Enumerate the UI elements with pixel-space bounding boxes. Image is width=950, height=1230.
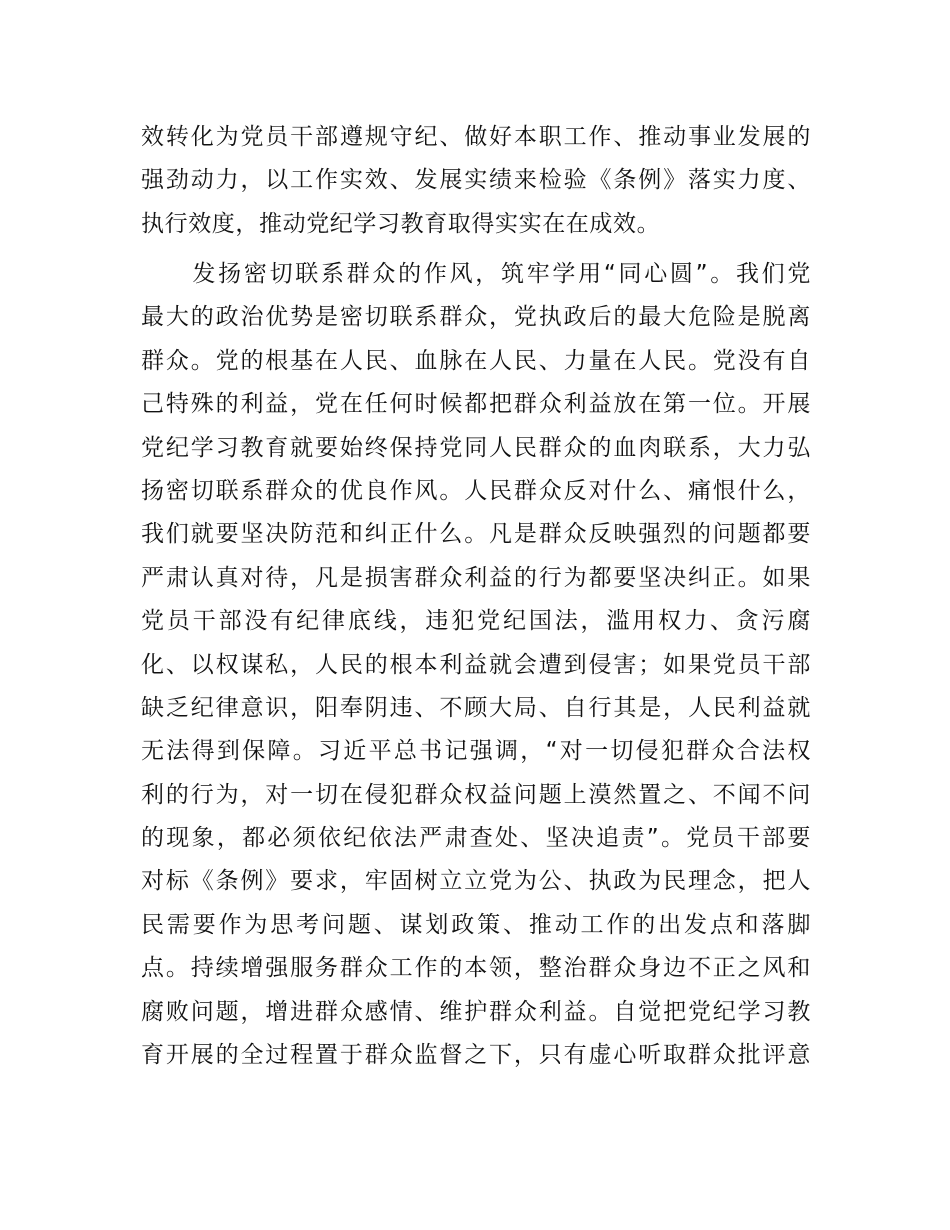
text-line: 点。持续增强服务群众工作的本领，整治群众身边不正之风和 <box>141 955 811 982</box>
text-line: 腐败问题，增进群众感情、维护群众利益。自觉把党纪学习教 <box>141 998 811 1025</box>
text-line: 化、以权谋私，人民的根本利益就会遭到侵害；如果党员干部 <box>141 651 811 678</box>
text-line: 己特殊的利益，党在任何时候都把群众利益放在第一位。开展 <box>141 391 811 418</box>
paragraph-continued <box>141 116 811 246</box>
text-line: 严肃认真对待，凡是损害群众利益的行为都要坚决纠正。如果 <box>141 564 811 591</box>
paragraph-main <box>141 253 811 1077</box>
text-line: 育开展的全过程置于群众监督之下，只有虚心听取群众批评意 <box>141 1042 811 1069</box>
text-line: 对标《条例》要求，牢固树立立党为公、执政为民理念，把人 <box>141 868 811 895</box>
text-line: 发扬密切联系群众的作风，筑牢学用“同心圆”。我们党 <box>141 261 811 287</box>
text-line: 党员干部没有纪律底线，违犯党纪国法，滥用权力、贪污腐 <box>141 608 811 635</box>
text-line: 效转化为党员干部遵规守纪、做好本职工作、推动事业发展的 <box>141 124 811 150</box>
text-line: 最大的政治优势是密切联系群众，党执政后的最大危险是脱离 <box>141 304 811 331</box>
text-line: 党纪学习教育就要始终保持党同人民群众的血肉联系，大力弘 <box>141 434 811 461</box>
text-line: 无法得到保障。习近平总书记强调，“对一切侵犯群众合法权 <box>141 738 811 765</box>
text-line: 缺乏纪律意识，阳奉阴违、不顾大局、自行其是，人民利益就 <box>141 694 811 721</box>
text-line: 我们就要坚决防范和纠正什么。凡是群众反映强烈的问题都要 <box>141 521 811 548</box>
text-line: 群众。党的根基在人民、血脉在人民、力量在人民。党没有自 <box>141 347 811 374</box>
text-line: 扬密切联系群众的优良作风。人民群众反对什么、痛恨什么， <box>141 477 811 504</box>
text-line: 强劲动力，以工作实效、发展实绩来检验《条例》落实力度、 <box>141 167 811 194</box>
text-line: 民需要作为思考问题、谋划政策、推动工作的出发点和落脚 <box>141 911 811 938</box>
text-line: 利的行为，对一切在侵犯群众权益问题上漠然置之、不闻不问 <box>141 781 811 808</box>
text-line: 执行效度，推动党纪学习教育取得实实在在成效。 <box>141 210 661 237</box>
text-line: 的现象，都必须依纪依法严肃查处、坚决追责”。党员干部要 <box>141 825 811 852</box>
